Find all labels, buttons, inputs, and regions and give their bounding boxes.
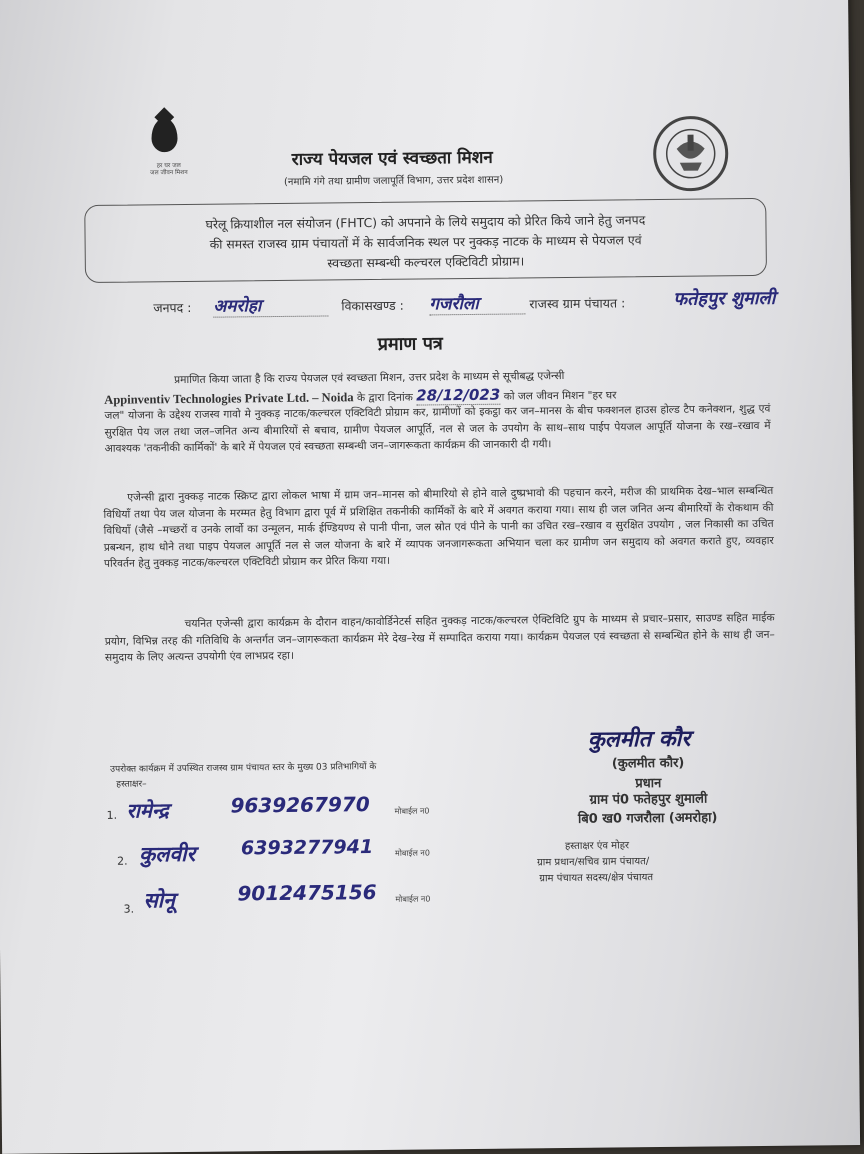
banner-line-2: की समस्त राजस्व ग्राम पंचायतों में के सार्वजनिक स्थल पर नुक्कड़ नाटक के माध्यम से पेयजल एवं xyxy=(209,232,642,252)
signatory-title: प्रधान xyxy=(635,776,662,792)
caption-1: हस्ताक्षर एंव मोहर xyxy=(564,840,630,853)
up-government-seal-icon xyxy=(651,114,730,193)
stamp-line-2: बि0 ख0 गजरौला (अमरोहा) xyxy=(577,810,718,827)
row-number: 1. xyxy=(106,808,118,822)
row-number: 3. xyxy=(123,902,135,916)
attendee-row-1 xyxy=(107,809,118,822)
mobile-label-3: मोबाईल न0 xyxy=(395,894,431,904)
para1-post: को जल जीवन मिशन "हर घर xyxy=(503,389,617,403)
district-label: जनपद : xyxy=(153,299,192,316)
attendee-1-name: रामेन्द्र xyxy=(126,798,169,823)
up-seal xyxy=(651,114,730,193)
certificate-heading: प्रमाण पत्र xyxy=(377,333,443,355)
attendee-row-3 xyxy=(124,903,135,916)
jal-jeevan-logo xyxy=(139,116,200,187)
stamp-line-1: ग्राम पं0 फतेहपुर शुमाली xyxy=(589,791,708,808)
caption-3: ग्राम पंचायत सदस्य/क्षेत्र पंचायत xyxy=(539,872,654,885)
panchayat-label: राजस्व ग्राम पंचायत : xyxy=(529,295,626,312)
caption-2: ग्राम प्रधान/सचिव ग्राम पंचायत/ xyxy=(537,856,650,869)
attendee-2-name: कुलवीर xyxy=(138,841,196,867)
district-value: अमरोहा xyxy=(213,292,328,317)
attendee-2-phone: 6393277941 xyxy=(240,836,374,860)
block-value: गजरौला xyxy=(429,290,525,315)
signatory-name: (कुलमीत कौर) xyxy=(611,755,685,772)
para3: चयनित एजेन्सी द्वारा कार्यक्रम के दौरान वाहन/कावोर्डिनेटर्स सहित नुक्कड़ नाटक/कल्चरल ऐक्टिविटि ग्रुप के माध्यम से प्रचार–प्रसार, साउण्ड सहित माईक प्रयोग, विभिन्न तरह की गतिविधि के अन्तर्गत जन–जागरूकता कार्यक्रम मेरे देख–रेख में सम्पादित कराया गया। कार्यक्रम पेयजल एवं स्वच्छता से सम्बन्धित होने के साथ ही जन–समुदाय के लिए अत्यन्त उपयोगी एंव लाभप्रद रहा। xyxy=(104,611,775,664)
mission-title: राज्य पेयजल एवं स्वच्छता मिशन xyxy=(291,147,493,170)
para2: एजेन्सी द्वारा नुक्कड़ नाटक स्क्रिप्ट द्वारा लोकल भाषा में ग्राम जन–मानस को बीमारियो से होने वाले दुष्प्रभावो की पहचान करने, मरीज की प्राथमिक देख–भाल सम्बन्धित विधियाँ तथा पेय जल योजना के मरम्मत हेतु विभाग द्वारा पूर्व में प्रशिक्षित तकनीकी कार्मिकों के बारे में अवगत कराया गया। साथ ही जल जनित अन्य बीमारियों के रोकथाम की विधियाँ (जैसे –मच्छरों व उनके लार्वो का उन्मूलन, मार्क ईण्डियण्य से पानी पीना, जल स्रोत एवं पीने के पानी का उचित रख–रखाव व सुरक्षित उपयोग , जल निकासी का उचित प्रबन्धन, हाथ धोने तथा पाइप पेयजल आपूर्ति नल से जल योजना के बारे में व्यापक जनजागरूकता अभियान चला कर ग्रामीण जन समुदाय को अवगत कराते हुए, व्यवहार परिवर्तन हेतु नुक्कड़ नाटक/कल्चरल एक्टिविटी प्रोग्राम कर प्रेरित किया गया। xyxy=(103,484,774,570)
logo-text: हर घर जल जल जीवन मिशन xyxy=(150,162,188,177)
water-drop-icon xyxy=(151,118,177,152)
para1-mid: के द्वारा दिनांक xyxy=(356,391,413,405)
pradhan-signature: कुलमीत कौर xyxy=(587,726,691,753)
panchayat-value: फतेहपुर शुमाली xyxy=(673,287,776,310)
banner-line-3: स्वच्छता सम्बन्धी कल्चरल एक्टिविटी प्रोग्राम। xyxy=(327,253,525,271)
para1-line1: प्रमाणित किया जाता है कि राज्य पेयजल एवं स्वच्छता मिशन, उत्तर प्रदेश के माध्यम से सूचीबद्ध एजेन्सी xyxy=(173,370,565,387)
attendee-3-name: सोनू xyxy=(143,888,175,913)
attendees-intro: उपरोक्त कार्यक्रम में उपस्थित राजस्व ग्राम पंचायत स्तर के मुख्य 03 प्रतिभागियों के xyxy=(110,761,377,775)
attendee-3-phone: 9012475156 xyxy=(237,880,377,906)
block-label: विकासखण्ड : xyxy=(341,297,404,314)
attendee-1-phone: 9639267970 xyxy=(230,792,370,818)
agency-name: Appinventiv Technologies Private Ltd. – Noida xyxy=(104,390,354,407)
para1-rest: जल" योजना के उद्देश्य राजस्व गावो मे नुक्कड़ नाटक/कल्चरल एक्टिविटी प्रोग्राम कर, ग्रामीणों को इकट्ठा कर जन–मानस के बीच फक्शनल हाउस होल्ड टैप कनेक्शन, शुद्ध एवं सुरक्षित पेय जल तथा जल–जनित अन्य बीमारियों से बचाव, ग्रामीण पेयजल आपूर्ति, नल से जल के उपयोग के साथ–साथ पाईप पेयजल आपूर्ति योजना के रख–रखाव में आवश्यक 'तकनीकी कार्मिकों' के बारे में पेयजल एवं स्वच्छता सम्बन्धी जन–जागरूकता कार्यक्रम की जानकारी दी गयी। xyxy=(104,402,771,455)
attendees-intro-2: हस्ताक्षर– xyxy=(116,779,147,790)
event-date: 28/12/023 xyxy=(416,385,501,405)
mission-subtitle: (नमामि गंगे तथा ग्रामीण जलापूर्ति विभाग, उत्तर प्रदेश शासन) xyxy=(283,174,504,188)
banner-line-1: घरेलू क्रियाशील नल संयोजन (FHTC) को अपनाने के लिये समुदाय को प्रेरित किये जाने हेतु जनपद xyxy=(205,212,646,232)
mobile-label-1: मोबाईल न0 xyxy=(394,806,430,816)
mobile-label-2: मोबाईल न0 xyxy=(394,848,430,858)
program-banner xyxy=(84,198,767,283)
row-number: 2. xyxy=(117,854,128,868)
attendee-row-2 xyxy=(117,855,128,868)
